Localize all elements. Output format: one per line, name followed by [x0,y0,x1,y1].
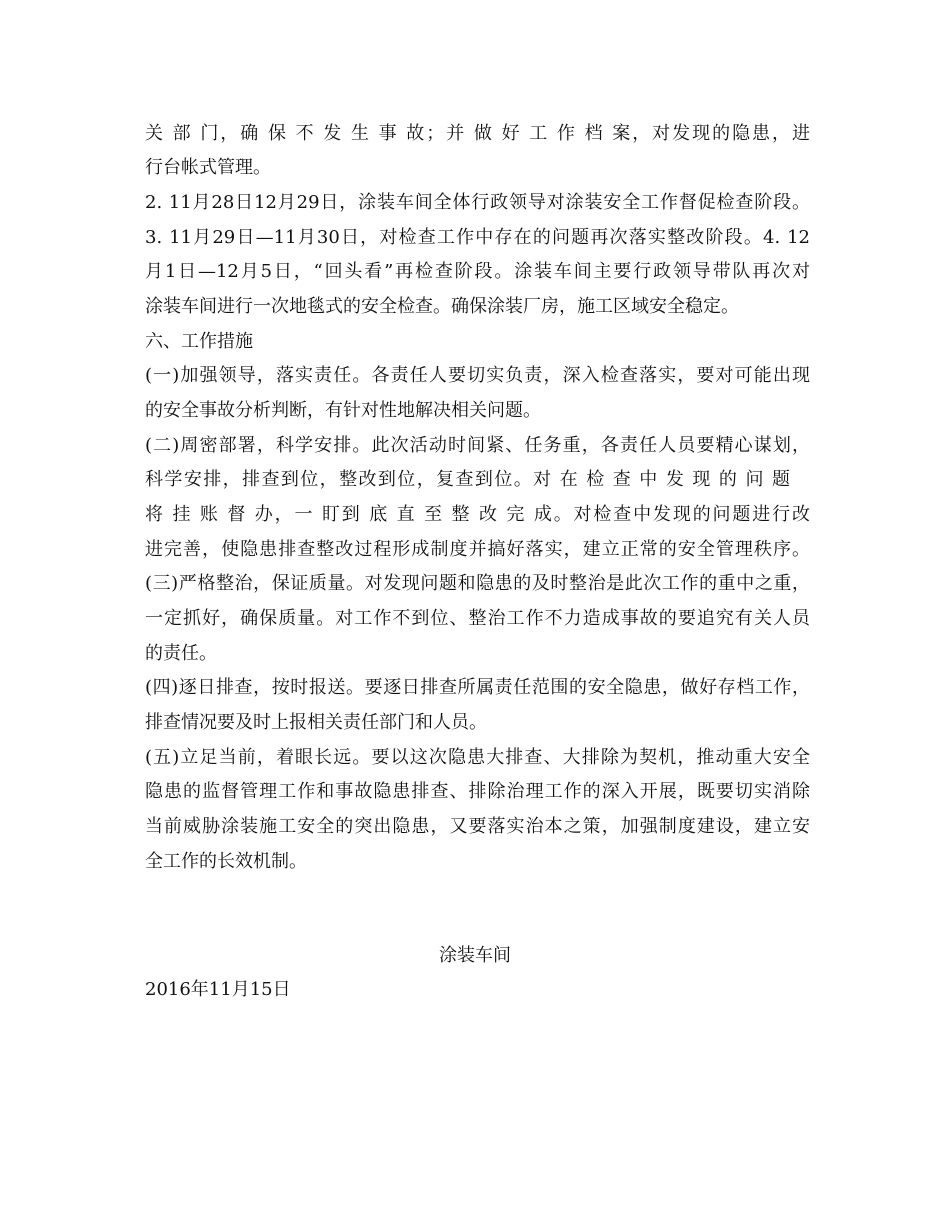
text-line: 隐患的监督管理工作和事故隐患排查、排除治理工作的深入开展，既要切实消除 [145,781,810,802]
text-line: 行台帐式管理。 [145,157,271,178]
text-line: 当前威胁涂装施工安全的突出隐患，又要落实治本之策，加强制度建设，建立安 [145,816,810,837]
text-line: (三)严格整治，保证质量。对发现问题和隐患的及时整治是此次工作的重中之重， [145,573,810,594]
text-line: (二)周密部署，科学安排。此次活动时间紧、任务重，各责任人员要精心谋划， [145,435,810,456]
text-line: 将 挂 账 督 办，一 盯到 底 直 至 整 改 完 成。对检查中发现的问题进行改 [145,504,810,525]
text-line: 全工作的长效机制。 [145,851,307,872]
text-line: 月1日—12月5日，“回头看”再检查阶段。涂装车间主要行政领导带队再次对 [145,261,810,282]
date: 2016年11月15日 [145,979,291,1000]
text-line: 进完善，使隐患排查整改过程形成制度并搞好落实，建立正常的安全管理秩序。 [145,539,810,560]
text-line: 3. 11月29日—11月30日，对检查工作中存在的问题再次落实整改阶段。4. 12 [145,227,810,248]
text-line: 一定抓好，确保质量。对工作不到位、整治工作不力造成事故的要追究有关人员 [145,608,810,629]
text-line: (四)逐日排查，按时报送。要逐日排查所属责任范围的安全隐患，做好存档工作， [145,677,810,698]
text-line: 科学安排，排查到位，整改到位，复查到位。对 在 检 查 中 发 现 的 问 题 [145,469,790,490]
text-line: (五)立足当前，着眼长远。要以这次隐患大排查、大排除为契机，推动重大安全 [145,747,810,768]
text-line: (一)加强领导，落实责任。各责任人要切实负责，深入检查落实，要对可能出现 [145,365,810,386]
text-line: 关 部 门，确 保 不 发 生 事 故；并 做 好 工 作 档 案，对发现的隐患，进 [145,123,810,144]
text-line: 涂装车间进行一次地毯式的安全检查。确保涂装厂房，施工区域安全稳定。 [145,296,739,317]
text-line: 的安全事故分析判断，有针对性地解决相关问题。 [145,400,541,421]
text-line: 排查情况要及时上报相关责任部门和人员。 [145,712,487,733]
text-line: 2. 11月28日12月29日，涂装车间全体行政领导对涂装安全工作督促检查阶段。 [145,192,810,213]
signature: 涂装车间 [439,945,511,966]
section-heading: 六、工作措施 [145,331,253,352]
text-line: 的责任。 [145,643,217,664]
